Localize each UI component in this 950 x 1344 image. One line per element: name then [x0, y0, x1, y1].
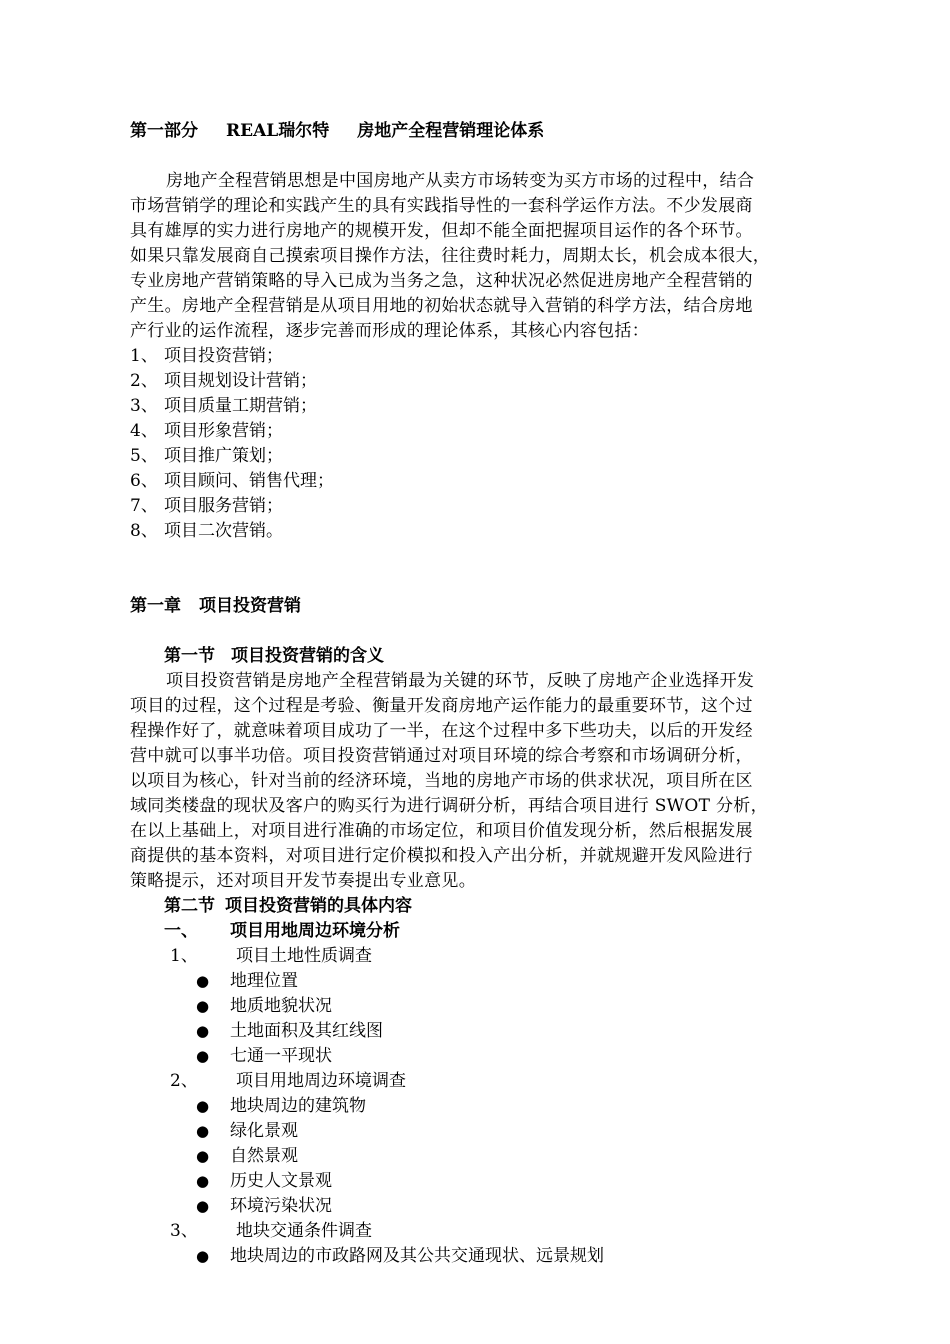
list-item-number: 2、 — [130, 371, 158, 391]
group-number: 2、 — [170, 1071, 198, 1091]
section1-paragraph — [130, 669, 830, 894]
section-title: 项目投资营销的具体内容 — [225, 896, 412, 916]
list-item — [130, 519, 830, 544]
list-item-text: 项目顾问、销售代理； — [164, 471, 334, 491]
list-item — [130, 494, 830, 519]
list-item-number: 4、 — [130, 421, 158, 441]
paragraph-line: 程操作好了，就意味着项目成功了一半，在这个过程中多下些功夫，以后的开发经 — [130, 721, 753, 741]
list-item — [130, 394, 830, 419]
bullet-item — [130, 1019, 830, 1044]
group-heading — [130, 944, 830, 969]
part-heading — [130, 119, 830, 144]
bullet-icon: ● — [196, 972, 210, 990]
intro-line: 专业房地产营销策略的导入已成为当务之急，这种状况必然促进房地产全程营销的 — [130, 271, 753, 291]
bullet-text: 绿化景观 — [230, 1121, 298, 1141]
intro-line: 如果只靠发展商自己摸索项目操作方法，往往费时耗力，周期太长，机会成本很大， — [130, 246, 771, 266]
bullet-text: 七通一平现状 — [230, 1046, 332, 1066]
list-item-text: 项目推广策划； — [164, 446, 283, 466]
document-content — [130, 119, 830, 1269]
bullet-item — [130, 1094, 830, 1119]
list-item-number: 1、 — [130, 346, 158, 366]
intro-line: 产生。房地产全程营销是从项目用地的初始状态就导入营销的科学方法，结合房地 — [130, 296, 753, 316]
bullet-item — [130, 1119, 830, 1144]
part-label: 第一部分 — [130, 121, 198, 141]
bullet-icon: ● — [196, 1247, 210, 1265]
subsection-number: 一、 — [164, 921, 198, 941]
bullet-text: 地块周边的建筑物 — [230, 1096, 366, 1116]
group-title: 项目土地性质调查 — [236, 946, 372, 966]
bullet-icon: ● — [196, 1047, 210, 1065]
bullet-item — [130, 1044, 830, 1069]
bullet-text: 地块周边的市政路网及其公共交通现状、远景规划 — [230, 1246, 604, 1266]
section-label: 第一节 — [164, 646, 215, 666]
bullet-icon: ● — [196, 1147, 210, 1165]
bullet-item — [130, 1194, 830, 1219]
bullet-text: 土地面积及其红线图 — [230, 1021, 383, 1041]
list-item-number: 7、 — [130, 496, 158, 516]
group-title: 地块交通条件调查 — [236, 1221, 372, 1241]
paragraph-line: 以项目为核心，针对当前的经济环境，当地的房地产市场的供求状况，项目所在区 — [130, 771, 753, 791]
bullet-icon: ● — [196, 1197, 210, 1215]
list-item — [130, 469, 830, 494]
bullet-text: 地理位置 — [230, 971, 298, 991]
list-item-number: 5、 — [130, 446, 158, 466]
bullet-icon: ● — [196, 997, 210, 1015]
spacer — [130, 569, 830, 594]
bullet-item — [130, 1169, 830, 1194]
paragraph-line: 项目投资营销是房地产全程营销最为关键的环节，反映了房地产企业选择开发 — [166, 671, 755, 691]
group-heading — [130, 1219, 830, 1244]
chapter-heading — [130, 594, 830, 619]
subsection-title: 项目用地周边环境分析 — [230, 921, 400, 941]
bullet-text: 历史人文景观 — [230, 1171, 332, 1191]
list-item-text: 项目规划设计营销； — [164, 371, 317, 391]
list-item — [130, 419, 830, 444]
intro-line: 房地产全程营销思想是中国房地产从卖方市场转变为买方市场的过程中，结合 — [166, 171, 755, 191]
list-item-text: 项目投资营销； — [164, 346, 283, 366]
intro-line: 市场营销学的理论和实践产生的具有实践指导性的一套科学运作方法。不少发展商 — [130, 196, 753, 216]
bullet-item — [130, 994, 830, 1019]
list-item — [130, 369, 830, 394]
spacer — [130, 144, 830, 169]
bullet-text: 环境污染状况 — [230, 1196, 332, 1216]
bullet-text: 地质地貌状况 — [230, 996, 332, 1016]
chapter-label: 第一章 — [130, 596, 181, 616]
paragraph-line: 域同类楼盘的现状及客户的购买行为进行调研分析，再结合项目进行 SWOT 分析， — [130, 796, 768, 816]
list-item — [130, 444, 830, 469]
paragraph-line: 在以上基础上，对项目进行准确的市场定位，和项目价值发现分析，然后根据发展 — [130, 821, 753, 841]
paragraph-line: 商提供的基本资料，对项目进行定价模拟和投入产出分析，并就规避开发风险进行 — [130, 846, 753, 866]
section-heading — [130, 644, 830, 669]
group-heading — [130, 1069, 830, 1094]
paragraph-line: 项目的过程，这个过程是考验、衡量开发商房地产运作能力的最重要环节，这个过 — [130, 696, 753, 716]
part-brand: REAL瑞尔特 — [226, 121, 330, 141]
subsection-heading — [130, 919, 830, 944]
list-item-number: 8、 — [130, 521, 158, 541]
paragraph-line: 营中就可以事半功倍。项目投资营销通过对项目环境的综合考察和市场调研分析， — [130, 746, 753, 766]
spacer — [130, 544, 830, 569]
list-item-text: 项目服务营销； — [164, 496, 283, 516]
bullet-text: 自然景观 — [230, 1146, 298, 1166]
group-number: 1、 — [170, 946, 198, 966]
bullet-item — [130, 1144, 830, 1169]
bullet-icon: ● — [196, 1022, 210, 1040]
bullet-icon: ● — [196, 1122, 210, 1140]
group-number: 3、 — [170, 1221, 198, 1241]
spacer — [130, 619, 830, 644]
part-title: 房地产全程营销理论体系 — [357, 121, 545, 141]
section-label: 第二节 — [164, 896, 215, 916]
bullet-icon: ● — [196, 1097, 210, 1115]
list-item-text: 项目质量工期营销； — [164, 396, 317, 416]
section-heading — [130, 894, 830, 919]
section-title: 项目投资营销的含义 — [231, 646, 384, 666]
list-item-text: 项目二次营销。 — [164, 521, 283, 541]
group-title: 项目用地周边环境调查 — [236, 1071, 406, 1091]
bullet-item — [130, 1244, 830, 1269]
list-item — [130, 344, 830, 369]
list-item-number: 3、 — [130, 396, 158, 416]
core-items-list — [130, 344, 830, 544]
paragraph-line: 策略提示，还对项目开发节奏提出专业意见。 — [130, 871, 476, 891]
intro-line: 具有雄厚的实力进行房地产的规模开发，但却不能全面把握项目运作的各个环节。 — [130, 221, 753, 241]
intro-line: 产行业的运作流程，逐步完善而形成的理论体系，其核心内容包括： — [130, 321, 649, 341]
intro-paragraph — [130, 169, 830, 344]
chapter-title: 项目投资营销 — [199, 596, 301, 616]
bullet-icon: ● — [196, 1172, 210, 1190]
list-item-number: 6、 — [130, 471, 158, 491]
bullet-item — [130, 969, 830, 994]
list-item-text: 项目形象营销； — [164, 421, 283, 441]
